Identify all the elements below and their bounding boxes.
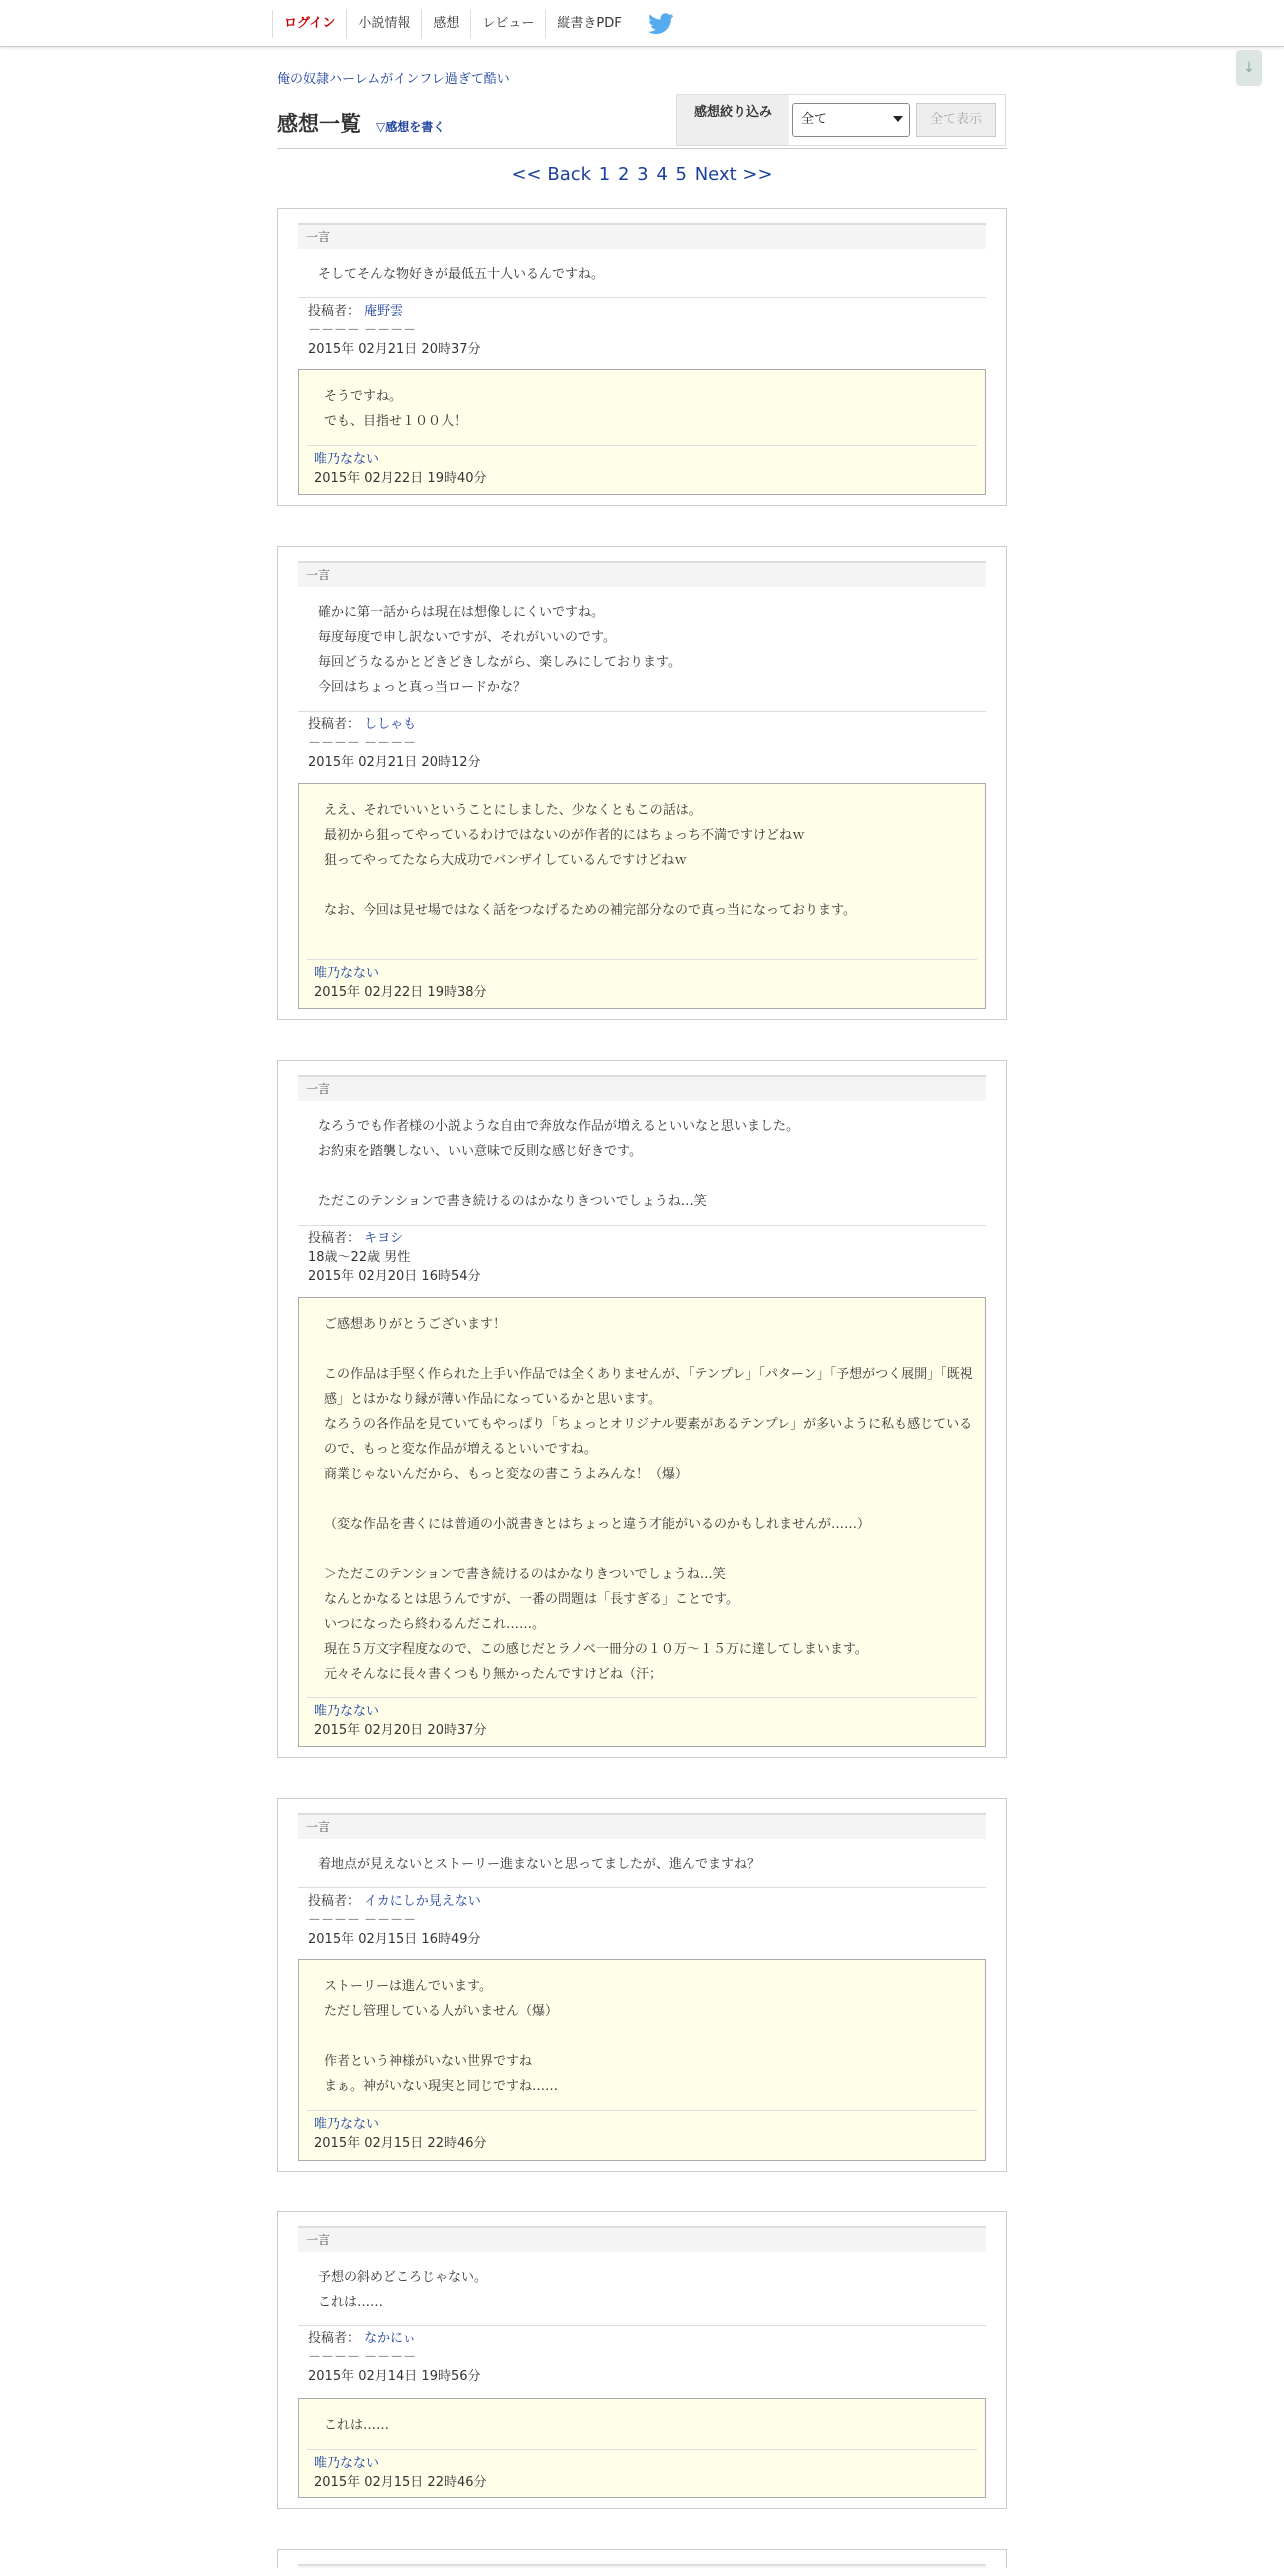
reply-date: 2015年 02月22日 19時40分 <box>314 471 487 486</box>
header-divider <box>277 148 1007 149</box>
impressions-link[interactable]: 感想 <box>421 10 470 38</box>
comment-body: 予想の斜めどころじゃない。 これは…… <box>318 2270 488 2310</box>
reply-author-link[interactable]: 唯乃なない <box>314 1704 380 1719</box>
pagination <box>277 164 1007 185</box>
reply-author-link[interactable]: 唯乃なない <box>314 2456 380 2471</box>
nav-bar <box>272 10 675 38</box>
reply-author-link[interactable]: 唯乃なない <box>314 966 380 981</box>
comment-meta <box>308 302 481 359</box>
chevron-down-icon <box>893 116 903 122</box>
reply-body: ご感想ありがとうございます！ この作品は手堅く作られた上手い作品では全くありませんが、「テンプレ」「パターン」「予想がつく展開」「既視感」とはかなり縁が薄い作品になっているかと思います。 なろうの各作品を見ていてもやっぱり「ちょっとオリジナル要素があるテンプレ」が多いように私も感じているので、もっと変な作品が増えるといいですね。 商業じゃないんだから、もっと変なの書こうよみんな！（爆） （変な作品を書くには普通の小説書きとはちょっと違う才能がいるのかもしれませんが……） ＞ただこのテンションで書き続けるのはかなりきついでしょうね…笑 なんとかなるとは思うんですが、一番の問題は「長すぎる」ことです。 いつになったら終わるんだこれ……。 現在５万文字程度なので、この感じだとラノベ一冊分の１０万～１５万に達してしまいます。 元々そんなに長々書くつもり無かったんですけどね（汗； <box>324 1317 973 1682</box>
author-reply <box>298 2398 986 2498</box>
poster-profile: －－－－ －－－－ <box>308 2350 417 2365</box>
scroll-down-button[interactable]: ↓ <box>1236 50 1262 86</box>
poster-link[interactable]: イカにしか見えない <box>364 1894 481 1909</box>
comment-divider <box>298 1887 986 1888</box>
reply-body: ストーリーは進んでいます。 ただし管理している人がいません（爆） 作者という神様がいない世界ですね まぁ。神がいない現実と同じですね…… <box>324 1979 559 2094</box>
poster-link[interactable]: ししゃも <box>364 717 417 732</box>
comment-label: 一言 <box>298 2226 986 2252</box>
reply-body: これは…… <box>324 2418 390 2433</box>
novel-info-link[interactable]: 小説情報 <box>346 10 421 38</box>
comment-date: 2015年 02月15日 16時49分 <box>308 1932 481 1947</box>
filter-select[interactable] <box>792 103 910 137</box>
comment-date: 2015年 02月20日 16時54分 <box>308 1269 481 1284</box>
comment-body: なろうでも作者様の小説ような自由で奔放な作品が増えるといいなと思いました。 お約束を踏襲しない、いい意味で反則な感じ好きです。 ただこのテンションで書き続けるのはかなりきついでしょうね…笑 <box>318 1119 800 1209</box>
reply-divider <box>307 2449 977 2450</box>
pager-page-2[interactable]: 2 <box>617 164 630 185</box>
reply-date: 2015年 02月15日 22時46分 <box>314 2136 487 2151</box>
comment-meta <box>308 1892 481 1949</box>
top-navigation <box>0 0 1284 47</box>
filter-label: 感想絞り込み <box>677 95 789 145</box>
poster-label: 投稿者： <box>308 717 361 732</box>
review-link[interactable]: レビュー <box>470 10 545 38</box>
comment-body: 着地点が見えないとストーリー進まないと思ってましたが、進んでますね？ <box>318 1857 761 1872</box>
comment-meta <box>308 2329 481 2386</box>
poster-label: 投稿者： <box>308 304 361 319</box>
poster-profile: －－－－ －－－－ <box>308 1913 417 1928</box>
pager-next-link[interactable]: Next >> <box>694 164 773 185</box>
comment-card <box>277 2549 1007 2568</box>
poster-profile: 18歳～22歳 男性 <box>308 1250 411 1265</box>
reply-date: 2015年 02月22日 19時38分 <box>314 985 487 1000</box>
comment-date: 2015年 02月21日 20時12分 <box>308 755 481 770</box>
comment-date: 2015年 02月21日 20時37分 <box>308 342 481 357</box>
reply-body: そうですね。 でも、目指せ１００人！ <box>324 389 468 429</box>
reply-divider <box>307 1697 977 1698</box>
write-impression-link[interactable]: ▽感想を書く <box>376 120 446 134</box>
show-all-button[interactable]: 全て表示 <box>916 103 996 137</box>
comment-meta <box>308 715 481 772</box>
novel-title-link[interactable]: 俺の奴隷ハーレムがインフレ過ぎて酷い <box>277 72 510 87</box>
vertical-pdf-link[interactable]: 縦書きPDF <box>545 10 632 38</box>
comment-divider <box>298 1225 986 1226</box>
poster-label: 投稿者： <box>308 1231 361 1246</box>
comment-card <box>277 208 1007 506</box>
filter-select-value: 全て <box>801 112 828 127</box>
author-reply <box>298 369 986 495</box>
comment-divider <box>298 297 986 298</box>
poster-label: 投稿者： <box>308 1894 361 1909</box>
reply-divider <box>307 445 977 446</box>
reply-author-link[interactable]: 唯乃なない <box>314 2117 380 2132</box>
pager-back-link[interactable]: << Back <box>511 164 592 185</box>
comment-date: 2015年 02月14日 19時56分 <box>308 2369 481 2384</box>
author-reply <box>298 783 986 1009</box>
author-reply <box>298 1297 986 1747</box>
twitter-icon[interactable] <box>647 10 675 38</box>
comment-label: 一言 <box>298 223 986 249</box>
reply-divider <box>307 2110 977 2111</box>
comment-card <box>277 546 1007 1020</box>
comment-meta <box>308 1229 481 1286</box>
reply-divider <box>307 959 977 960</box>
poster-label: 投稿者： <box>308 2331 361 2346</box>
poster-link[interactable]: 庵野雲 <box>364 304 404 319</box>
author-reply <box>298 1959 986 2161</box>
pager-page-4[interactable]: 4 <box>656 164 668 185</box>
poster-link[interactable]: なかにぃ <box>364 2331 416 2346</box>
comment-label: 一言 <box>298 561 986 587</box>
reply-date: 2015年 02月15日 22時46分 <box>314 2475 487 2490</box>
comment-body: そしてそんな物好きが最低五十人いるんですね。 <box>318 267 605 282</box>
poster-link[interactable]: キヨシ <box>364 1231 404 1246</box>
pager-page-1[interactable]: 1 <box>598 164 611 185</box>
reply-date: 2015年 02月20日 20時37分 <box>314 1723 487 1738</box>
pager-page-5[interactable]: 5 <box>675 164 687 185</box>
reply-author-link[interactable]: 唯乃なない <box>314 452 380 467</box>
comment-label <box>298 2564 986 2568</box>
reply-body: ええ、それでいいということにしました、少なくともこの話は。 最初から狙ってやっているわけではないのが作者的にはちょっち不満ですけどねｗ 狙ってやってたなら大成功でバンザイしているんですけどねｗ なお、今回は見せ場ではなく話をつなげるための補完部分なので真っ当になっております。 <box>324 803 856 918</box>
comment-card <box>277 1798 1007 2172</box>
login-link[interactable]: ログイン <box>272 10 346 38</box>
comment-body: 確かに第一話からは現在は想像しにくいですね。 毎度毎度で申し訳ないですが、それがいいのです。 毎回どうなるかとどきどきしながら、楽しみにしております。 今回はちょっと真っ当ロードかな？ <box>318 605 681 695</box>
impression-filter <box>676 94 1006 146</box>
pager-page-3[interactable]: 3 <box>637 164 649 185</box>
poster-profile: －－－－ －－－－ <box>308 323 417 338</box>
comment-label: 一言 <box>298 1813 986 1839</box>
comment-divider <box>298 2325 986 2326</box>
page-title: 感想一覧 <box>277 112 361 136</box>
comment-divider <box>298 711 986 712</box>
comment-label: 一言 <box>298 1075 986 1101</box>
poster-profile: －－－－ －－－－ <box>308 736 417 751</box>
comment-card <box>277 2211 1007 2509</box>
comment-card <box>277 1060 1007 1758</box>
